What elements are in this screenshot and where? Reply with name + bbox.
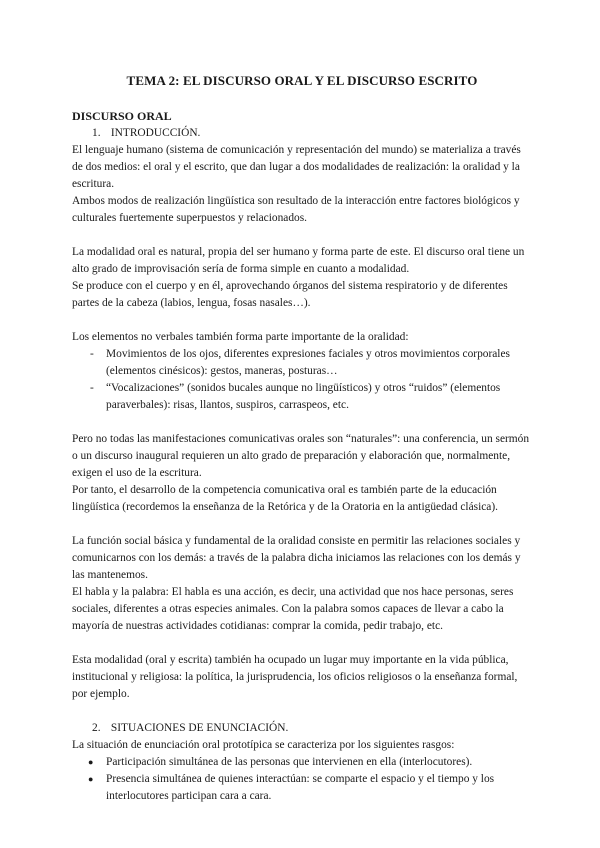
bullet-list (72, 754, 532, 805)
list-item (72, 346, 532, 380)
dash-mark: - (90, 382, 94, 394)
paragraph: Los elementos no verbales también forma parte importante de la oralidad: (72, 331, 409, 343)
document-body (72, 108, 532, 805)
paragraph: Ambos modos de realización lingüística son resultado de la interacción entre factores biológicos y culturales fuertemente superpuestos y relacionados. (72, 195, 520, 224)
dash-list (72, 346, 532, 414)
paragraph: Por tanto, el desarrollo de la competencia comunicativa oral es también parte de la educación lingüística (recordemos la enseñanza de la Retórica y de la Oratoria en la antigüedad clásica). (72, 484, 499, 513)
heading-number: 2. (92, 722, 101, 734)
section-label: DISCURSO ORAL (72, 109, 172, 123)
paragraph-gap (72, 227, 532, 244)
list-item-text: Movimientos de los ojos, diferentes expresiones faciales y otros movimientos corporales (elementos cinésicos): gestos, maneras, posturas… (106, 348, 510, 377)
paragraph-gap (72, 635, 532, 652)
list-item-text: Presencia simultánea de quienes interactúan: se comparte el espacio y el tiempo y los interlocutores participan cara a cara. (106, 773, 495, 802)
paragraph: El habla y la palabra: El habla es una acción, es decir, una actividad que nos hace personas, seres sociales, diferentes a otras especies animales. Con la palabra somos capaces de llevar a cabo la mayoría de nuestras actividades cotidianas: comprar la comida, pedir trabajo, etc. (72, 586, 514, 632)
paragraph: La función social básica y fundamental de la oralidad consiste en permitir las relaciones sociales y comunicarnos con los demás: a través de la palabra dicha iniciamos las relaciones con los demás y las mantenemos. (72, 535, 521, 581)
heading-situaciones (72, 720, 532, 737)
paragraph-gap (72, 516, 532, 533)
dash-mark: - (90, 348, 94, 360)
paragraph: La situación de enunciación oral prototípica se caracteriza por los siguientes rasgos: (72, 739, 455, 751)
list-item (72, 771, 532, 805)
heading-text: INTRODUCCIÓN. (110, 127, 201, 139)
heading-text: SITUACIONES DE ENUNCIACIÓN. (110, 722, 289, 734)
paragraph-gap (72, 312, 532, 329)
bullet-mark: ● (88, 774, 94, 784)
list-item-text: “Vocalizaciones” (sonidos bucales aunque no lingüísticos) y otros “ruidos” (elementos paraverbales): risas, llantos, suspiros, carraspeos, etc. (106, 382, 501, 411)
paragraph-gap (72, 414, 532, 431)
paragraph-gap (72, 703, 532, 720)
paragraph: El lenguaje humano (sistema de comunicación y representación del mundo) se materializa a través de dos medios: el oral y el escrito, que dan lugar a dos modalidades de realización: la oralidad y la escritura. (72, 144, 521, 190)
bullet-mark: ● (88, 757, 94, 767)
paragraph: Esta modalidad (oral y escrita) también ha ocupado un lugar muy importante en la vida pública, institucional y religiosa: la política, la jurisprudencia, los oficios religiosos o la enseñanza formal, por ejemplo. (72, 654, 518, 700)
list-item-text: Participación simultánea de las personas que intervienen en ella (interlocutores). (106, 756, 473, 768)
list-item (72, 754, 532, 771)
paragraph: La modalidad oral es natural, propia del ser humano y forma parte de este. El discurso oral tiene un alto grado de improvisación sería de forma simple en cuanto a modalidad. (72, 246, 525, 275)
document-title: TEMA 2: EL DISCURSO ORAL Y EL DISCURSO ESCRITO (126, 73, 478, 88)
paragraph: Se produce con el cuerpo y en él, aprovechando órganos del sistema respiratorio y de diferentes partes de la cabeza (labios, lengua, fosas nasales…). (72, 280, 508, 309)
heading-number: 1. (92, 127, 101, 139)
paragraph: Pero no todas las manifestaciones comunicativas orales son “naturales”: una conferencia, un sermón o un discurso inaugural requieren un alto grado de preparación y elaboración que, normalmente, exigen el uso de la escritura. (72, 433, 530, 479)
list-item (72, 380, 532, 414)
heading-introduccion (72, 125, 532, 142)
